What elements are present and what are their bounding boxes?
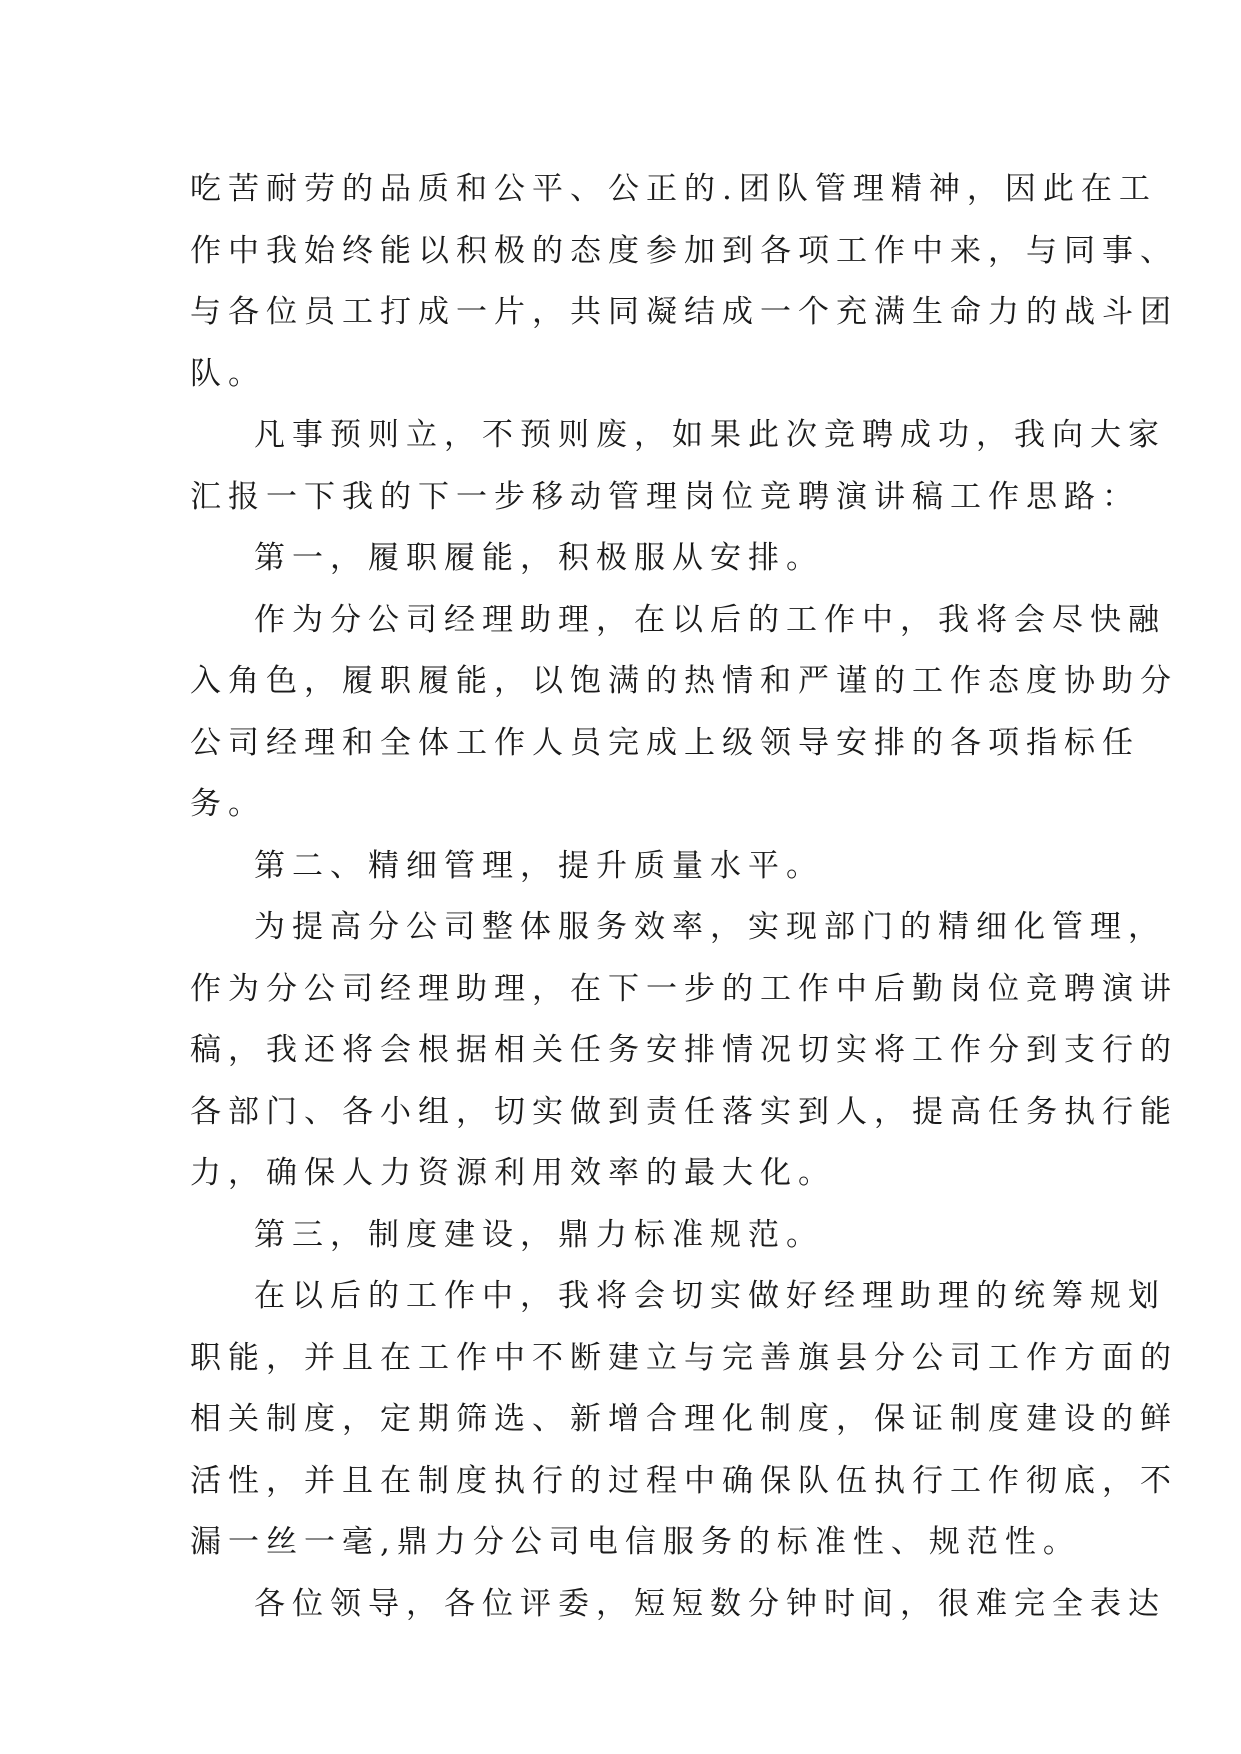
- text-line: 漏一丝一毫,鼎力分公司电信服务的标准性、规范性。: [190, 1524, 1081, 1560]
- text-line: 队。: [190, 355, 266, 392]
- text-line: 作为分公司经理助理，在下一步的工作中后勤岗位竞聘演讲: [190, 970, 1178, 1007]
- text-line: 为提高分公司整体服务效率，实现部门的精细化管理，: [254, 909, 1166, 945]
- text-line: 作中我始终能以积极的态度参加到各项工作中来，与同事、: [190, 232, 1178, 269]
- text-line: 凡事预则立，不预则废，如果此次竞聘成功，我向大家: [254, 417, 1166, 453]
- text-line: 第三，制度建设，鼎力标准规范。: [254, 1216, 824, 1253]
- text-line: 与各位员工打成一片，共同凝结成一个充满生命力的战斗团: [190, 294, 1178, 330]
- text-line: 相关制度，定期筛选、新增合理化制度，保证制度建设的鲜: [190, 1401, 1178, 1437]
- text-line: 在以后的工作中，我将会切实做好经理助理的统筹规划: [254, 1278, 1166, 1314]
- text-line: 力，确保人力资源利用效率的最大化。: [190, 1155, 836, 1191]
- text-line: 汇报一下我的下一步移动管理岗位竞聘演讲稿工作思路：: [190, 478, 1140, 515]
- text-line: 公司经理和全体工作人员完成上级领导安排的各项指标任: [190, 724, 1140, 761]
- text-line: 入角色，履职履能，以饱满的热情和严谨的工作态度协助分: [190, 663, 1178, 699]
- text-line: 吃苦耐劳的品质和公平、公正的.团队管理精神，因此在工: [190, 171, 1157, 207]
- body-text: [190, 159, 1178, 1635]
- text-line: 活性，并且在制度执行的过程中确保队伍执行工作彻底，不: [190, 1462, 1178, 1499]
- text-line: 务。: [190, 786, 266, 822]
- text-line: 作为分公司经理助理，在以后的工作中，我将会尽快融: [254, 601, 1166, 638]
- text-line: 各部门、各小组，切实做到责任落实到人，提高任务执行能: [190, 1093, 1178, 1130]
- text-line: 第一，履职履能，积极服从安排。: [254, 540, 824, 576]
- text-line: 各位领导，各位评委，短短数分钟时间，很难完全表达: [254, 1585, 1166, 1622]
- text-line: 第二、精细管理，提升质量水平。: [254, 847, 824, 884]
- text-line: 职能，并且在工作中不断建立与完善旗县分公司工作方面的: [190, 1339, 1178, 1376]
- text-line: 稿，我还将会根据相关任务安排情况切实将工作分到支行的: [190, 1032, 1178, 1068]
